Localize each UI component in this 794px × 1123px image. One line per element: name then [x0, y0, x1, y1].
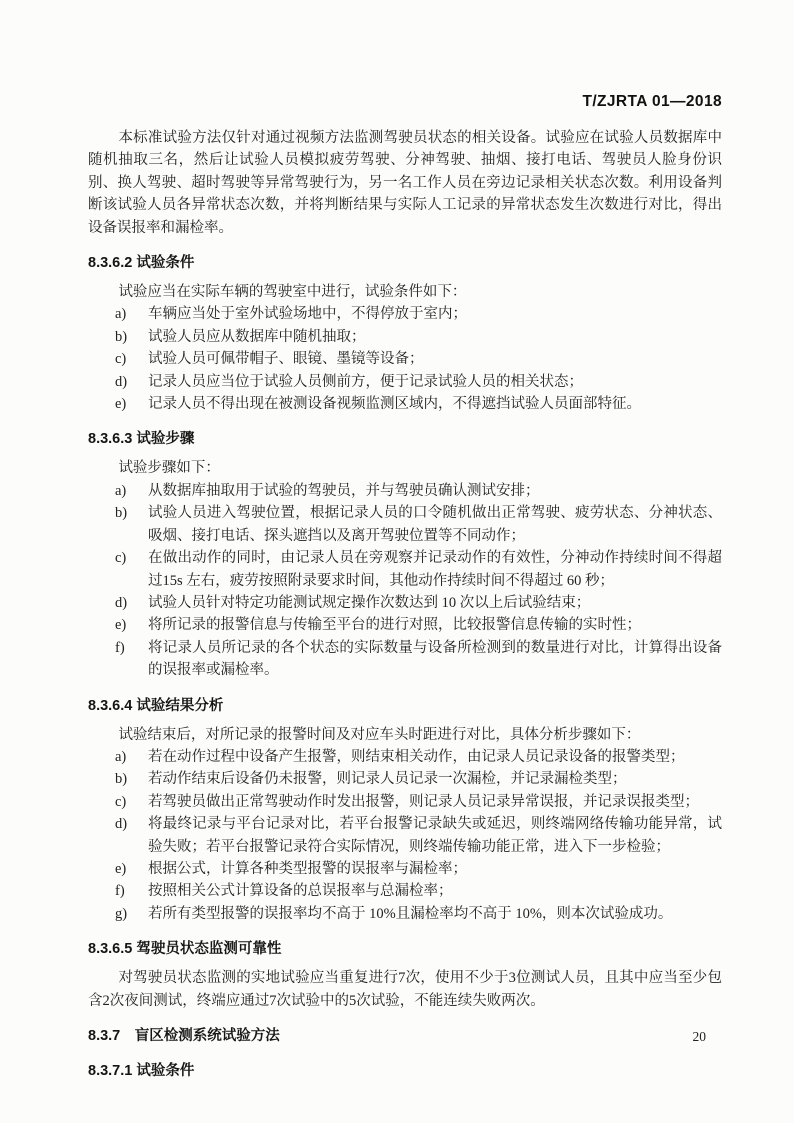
list-item-label: g) — [115, 905, 128, 922]
list-item — [115, 326, 722, 348]
list-item-text: 记录人员应当位于试验人员侧前方，便于记录试验人员的相关状态； — [148, 373, 583, 390]
list-item-label: b) — [115, 328, 128, 345]
document-header — [88, 93, 722, 111]
list-item-text: 将最终记录与平台记录对比，若平台报警记录缺失或延迟，则终端网络传输功能异常，试验失败；若平台报警记录符合实际情况，则终端传输功能正常，进入下一步检验； — [148, 816, 722, 855]
list-item — [115, 813, 722, 858]
section-intro: 试验步骤如下： — [118, 460, 220, 477]
list-item — [115, 480, 722, 502]
list-item-label: e) — [115, 617, 127, 634]
page-number: 20 — [692, 1029, 706, 1044]
condition-list — [88, 303, 722, 415]
list-item-text: 若在动作过程中设备产生报警，则结束相关动作，由记录人员记录设备的报警类型； — [148, 748, 685, 765]
list-item-text: 若动作结束后设备仍未报警，则记录人员记录一次漏检，并记录漏检类型； — [148, 771, 627, 788]
list-item — [115, 903, 722, 925]
list-item-label: d) — [115, 373, 128, 390]
list-item-text: 将所记录的报警信息与传输至平台的进行对照，比较报警信息传输的实时性； — [148, 617, 641, 634]
section-paragraph: 对驾驶员状态监测的实地试验应当重复进行7次，使用不少于3位测试人员，且其中应当至少包含2次夜间测试，终端应通过7次试验中的5次试验，不能连续失败两次。 — [88, 970, 722, 1009]
list-item — [115, 791, 722, 813]
list-item-text: 试验人员针对特定功能测试规定操作次数达到 10 次以上后试验结束； — [148, 594, 591, 611]
list-item-text: 在做出动作的同时，由记录人员在旁观察并记录动作的有效性，分神动作持续时间不得超过15s 左右，疲劳按照附录要求时间，其他动作持续时间不得超过 60 秒； — [148, 550, 722, 589]
section-heading-8-3-6-5: 8.3.6.5 驾驶员状态监测可靠性 — [88, 941, 282, 958]
steps-list — [88, 480, 722, 682]
list-item-label: b) — [115, 771, 128, 788]
list-item — [115, 547, 722, 592]
list-item-label: d) — [115, 816, 128, 833]
list-item — [115, 858, 722, 880]
list-item-text: 从数据库抽取用于试验的驾驶员，并与驾驶员确认测试安排； — [148, 482, 540, 499]
list-item-label: b) — [115, 505, 128, 522]
section-intro: 试验结束后，对所记录的报警时间及对应车头时距进行对比，具体分析步骤如下： — [118, 726, 641, 743]
list-item — [115, 303, 722, 325]
list-item-text: 根据公式，计算各种类型报警的误报率与漏检率； — [148, 860, 467, 877]
doc-code: T/ZJRTA 01—2018 — [582, 93, 722, 110]
section-heading-8-3-6-4: 8.3.6.4 试验结果分析 — [88, 697, 224, 714]
list-item-text: 若所有类型报警的误报率均不高于 10%且漏检率均不高于 10%，则本次试验成功。 — [148, 905, 673, 922]
list-item-text: 车辆应当处于室外试验场地中，不得停放于室内； — [148, 306, 467, 323]
list-item-label: d) — [115, 594, 128, 611]
section-heading-8-3-7-1: 8.3.7.1 试验条件 — [88, 1063, 195, 1079]
section-heading-8-3-6-3: 8.3.6.3 试验步骤 — [88, 431, 195, 448]
list-item — [115, 768, 722, 790]
list-item-label: e) — [115, 860, 127, 877]
list-item-label: c) — [115, 793, 127, 810]
list-item-label: c) — [115, 550, 127, 567]
list-item — [115, 371, 722, 393]
list-item — [115, 393, 722, 415]
list-item-text: 按照相关公式计算设备的总误报率与总漏检率； — [148, 883, 453, 900]
section-intro: 试验应当在实际车辆的驾驶室中进行，试验条件如下： — [118, 284, 467, 301]
section-heading-8-3-6-2: 8.3.6.2 试验条件 — [88, 255, 195, 272]
list-item-label: a) — [115, 482, 127, 499]
list-item-label: a) — [115, 306, 127, 323]
list-item — [115, 637, 722, 682]
intro-paragraph: 本标准试验方法仅针对通过视频方法监测驾驶员状态的相关设备。试验应在试验人员数据库中随机抽取三名，然后让试验人员模拟疲劳驾驶、分神驾驶、抽烟、接打电话、驾驶员人脸身份识别、换人驾驶、超时驾驶等异常驾驶行为，另一名工作人员在旁边记录相关状态次数。利用设备判断该试验人员各异常状态次数，并将判断结果与实际人工记录的异常状态发生次数进行对比，得出设备误报率和漏检率。 — [88, 130, 722, 236]
list-item-label: e) — [115, 396, 127, 413]
list-item — [115, 502, 722, 547]
list-item-text: 将记录人员所记录的各个状态的实际数量与设备所检测到的数量进行对比，计算得出设备的误报率或漏检率。 — [148, 639, 722, 679]
list-item — [115, 746, 722, 768]
list-item-text: 记录人员不得出现在被测设备视频监测区域内，不得遮挡试验人员面部特征。 — [148, 396, 641, 413]
list-item-text: 试验人员应从数据库中随机抽取； — [148, 328, 366, 345]
list-item-label: f) — [115, 883, 125, 900]
list-item-text: 试验人员可佩带帽子、眼镜、墨镜等设备； — [148, 351, 424, 368]
section-heading-8-3-7: 8.3.7 盲区检测系统试验方法 — [88, 1028, 280, 1044]
analysis-list — [88, 746, 722, 925]
list-item — [115, 880, 722, 902]
list-item-text: 若驾驶员做出正常驾驶动作时发出报警，则记录人员记录异常误报，并记录误报类型； — [148, 793, 699, 810]
list-item-text: 试验人员进入驾驶位置，根据记录人员的口令随机做出正常驾驶、疲劳状态、分神状态、吸烟、接打电话、探头遮挡以及离开驾驶位置等不同动作； — [148, 505, 722, 544]
list-item — [115, 348, 722, 370]
list-item — [115, 592, 722, 614]
list-item-label: f) — [115, 639, 125, 656]
list-item-label: c) — [115, 351, 127, 368]
list-item-label: a) — [115, 748, 127, 765]
list-item — [115, 614, 722, 636]
